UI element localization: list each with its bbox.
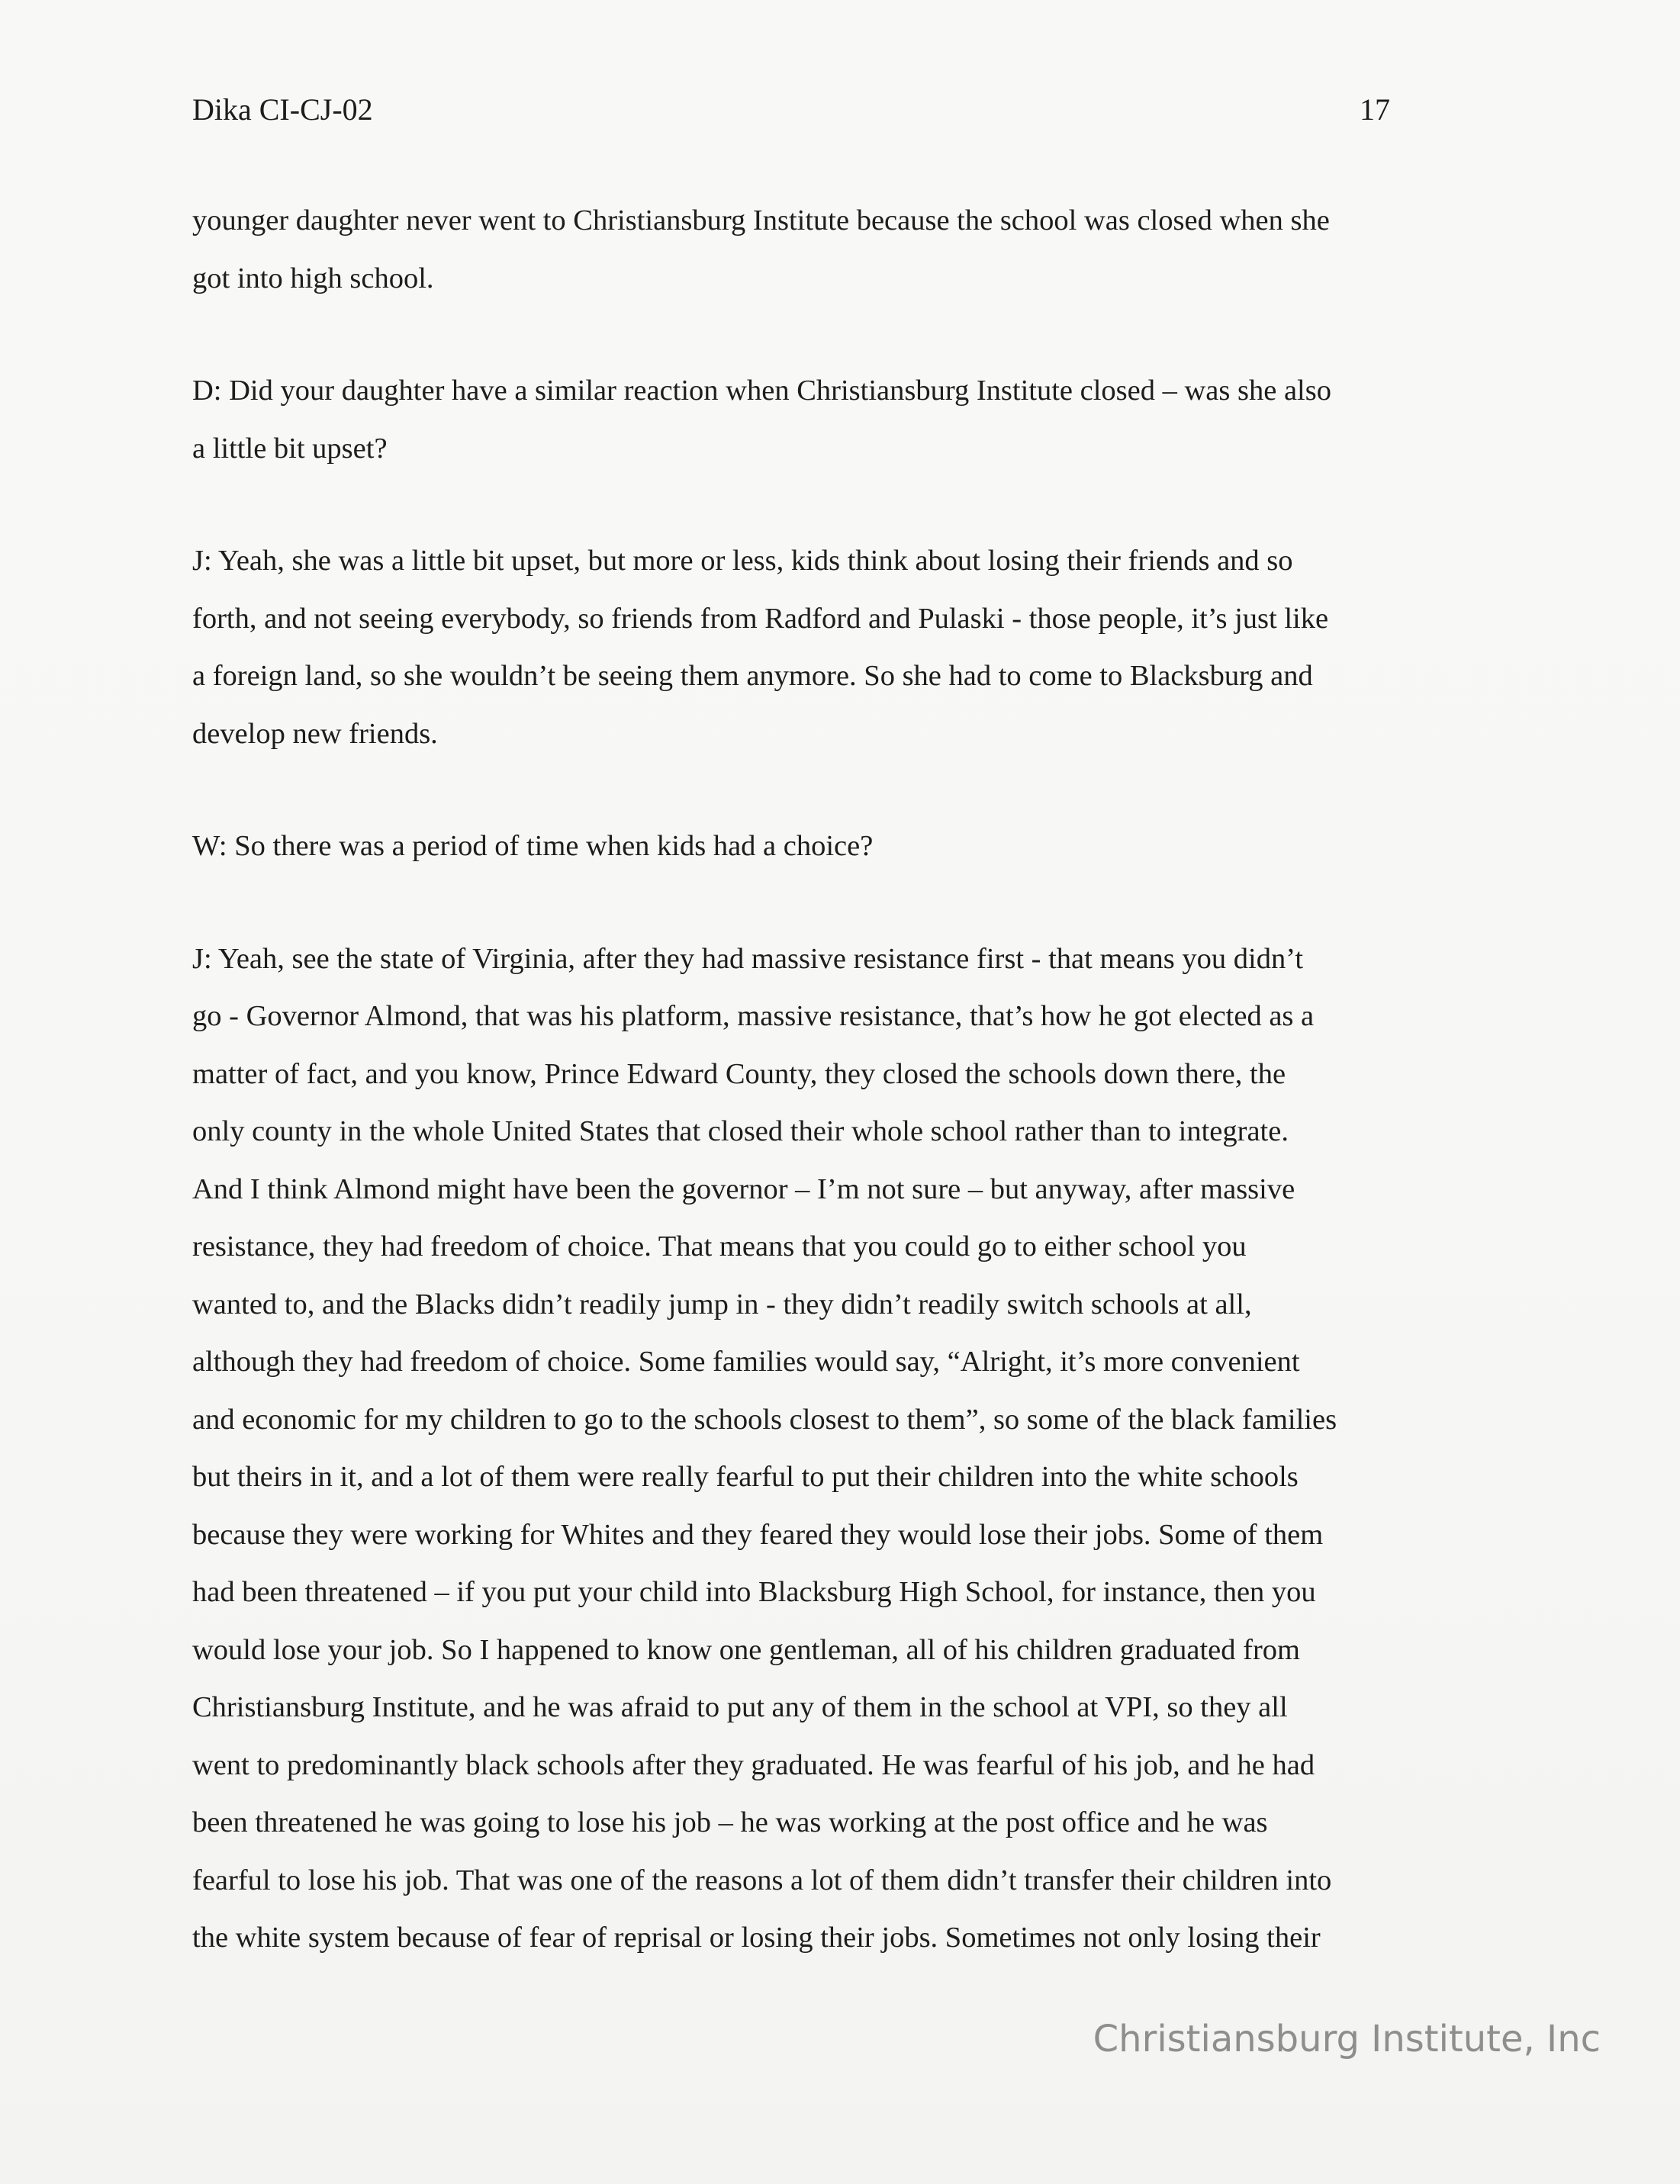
document-id: Dika CI-CJ-02: [192, 92, 373, 127]
text-line: been threatened he was going to lose his job – he was working at the post office and he was: [192, 1806, 1268, 1838]
text-line: although they had freedom of choice. Some families would say, “Alright, it’s more convenient: [192, 1346, 1300, 1378]
page-header: [192, 92, 1390, 137]
text-line: J: Yeah, she was a little bit upset, but more or less, kids think about losing their friends and so: [192, 545, 1293, 577]
text-line: and economic for my children to go to the schools closest to them”, so some of the black families: [192, 1403, 1337, 1436]
transcript-paragraph: [192, 532, 1497, 763]
text-line: matter of fact, and you know, Prince Edward County, they closed the schools down there, the: [192, 1057, 1286, 1090]
text-line: had been threatened – if you put your child into Blacksburg High School, for instance, then you: [192, 1576, 1316, 1608]
text-line: because they were working for Whites and they feared they would lose their jobs. Some of them: [192, 1518, 1324, 1551]
text-line: Christiansburg Institute, and he was afraid to put any of them in the school at VPI, so they all: [192, 1691, 1288, 1723]
text-line: a little bit upset?: [192, 432, 388, 465]
transcript-paragraph: [192, 192, 1497, 307]
text-line: a foreign land, so she wouldn’t be seeing them anymore. So she had to come to Blacksburg and: [192, 660, 1313, 692]
text-line: D: Did your daughter have a similar reaction when Christiansburg Institute closed – was she also: [192, 375, 1331, 407]
watermark-text: Christiansburg Institute, Inc: [1093, 2018, 1601, 2060]
text-line: younger daughter never went to Christiansburg Institute because the school was closed when she: [192, 204, 1330, 236]
text-line: would lose your job. So I happened to know one gentleman, all of his children graduated from: [192, 1633, 1300, 1666]
text-line: got into high school.: [192, 262, 434, 294]
page-number: 17: [1360, 92, 1390, 127]
text-line: forth, and not seeing everybody, so friends from Radford and Pulaski - those people, it’s just like: [192, 602, 1329, 635]
text-line: go - Governor Almond, that was his platform, massive resistance, that’s how he got elected as a: [192, 1000, 1315, 1032]
transcript-paragraph: [192, 931, 1497, 1967]
text-line: went to predominantly black schools after they graduated. He was fearful of his job, and he had: [192, 1748, 1315, 1781]
text-line: wanted to, and the Blacks didn’t readily jump in - they didn’t readily switch schools at all,: [192, 1288, 1252, 1320]
text-line: develop new friends.: [192, 717, 438, 750]
text-line: only county in the whole United States that closed their whole school rather than to integrate.: [192, 1115, 1289, 1147]
transcript-body: [192, 192, 1497, 2022]
transcript-paragraph: [192, 362, 1497, 478]
text-line: resistance, they had freedom of choice. That means that you could go to either school you: [192, 1230, 1247, 1262]
text-line: And I think Almond might have been the governor – I’m not sure – but anyway, after massive: [192, 1172, 1295, 1205]
text-line: fearful to lose his job. That was one of the reasons a lot of them didn’t transfer their children into: [192, 1864, 1332, 1896]
transcript-paragraph: [192, 818, 1497, 876]
text-line: the white system because of fear of reprisal or losing their jobs. Sometimes not only losing their: [192, 1922, 1321, 1954]
text-line: but theirs in it, and a lot of them were really fearful to put their children into the white schools: [192, 1461, 1299, 1493]
text-line: W: So there was a period of time when kids had a choice?: [192, 830, 874, 862]
text-line: J: Yeah, see the state of Virginia, after they had massive resistance first - that means you didn’t: [192, 942, 1304, 975]
